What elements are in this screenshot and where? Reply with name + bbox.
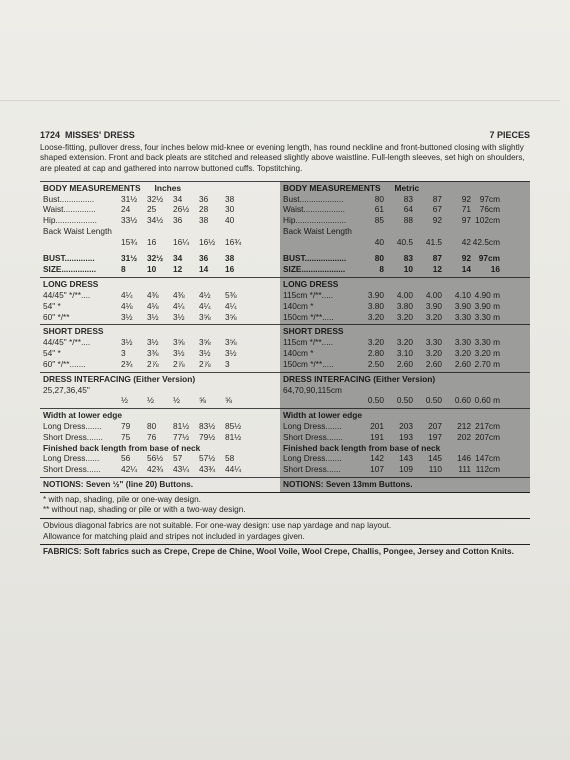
row-label: Bust................... <box>283 193 344 204</box>
finished-measurements-section <box>40 408 280 477</box>
pattern-info-sheet <box>40 130 530 560</box>
measure-row <box>43 464 277 475</box>
row-value: 42.5cm <box>472 236 500 247</box>
row-value: 42¾ <box>147 464 164 475</box>
row-label: Hip.................. <box>43 215 97 226</box>
row-value: 197 <box>428 431 442 442</box>
measure-row <box>283 290 527 301</box>
row-value: 2.70 m <box>474 358 500 369</box>
row-value: 16 <box>147 236 157 247</box>
row-value: 3½ <box>121 311 133 322</box>
row-value: 15¾ <box>121 236 138 247</box>
row-value: 92 <box>461 253 471 264</box>
row-value: 41.5 <box>425 236 442 247</box>
row-value: ½ <box>121 395 128 406</box>
row-label: 140cm * <box>283 348 314 359</box>
measure-row <box>283 194 527 205</box>
row-label: 150cm */**..... <box>283 311 334 322</box>
row-value: 85½ <box>225 420 242 431</box>
row-value: 110 <box>428 464 442 475</box>
row-value: 56½ <box>147 453 164 464</box>
pattern-description: Loose-fitting, pullover dress, four inches below mid-knee or evening length, has round neckline and front-buttoned closing with slightly shaped extension. Front and back pleats are stitched and released slightly above waistline. Full-length sleeves, set high on shoulders, are pleated at cap and gathered into narrow buttoned cuffs. Topstitching. <box>40 142 525 173</box>
row-value: 28 <box>199 204 209 215</box>
note-plaid: Allowance for matching plaid and stripes not included in yardages given. <box>43 531 305 541</box>
row-value: 2¾ <box>121 358 133 369</box>
row-value: 42 <box>461 236 471 247</box>
row-value: 97cm <box>478 253 500 264</box>
row-value: 109 <box>399 464 413 475</box>
row-value: ⅝ <box>225 395 232 406</box>
row-value: 34½ <box>147 215 164 226</box>
row-value: 3.20 m <box>474 348 500 359</box>
section-title: Width at lower edge <box>43 410 123 421</box>
measure-row <box>43 359 277 370</box>
row-value: 3½ <box>147 311 159 322</box>
row-value: 3⅝ <box>173 337 185 348</box>
interfacing-section <box>280 372 530 408</box>
row-value: 0.50 <box>367 395 384 406</box>
row-value: 3 <box>121 348 126 359</box>
measure-row <box>43 348 277 359</box>
section-title: LONG DRESS <box>43 279 99 290</box>
note-diagonal: Obvious diagonal fabrics are not suitable. For one-way design: use nap yardage and nap layout. <box>43 521 392 531</box>
measure-row <box>43 312 277 323</box>
row-value: 33½ <box>121 215 138 226</box>
row-value: 145 <box>428 453 442 464</box>
row-label: Long Dress....... <box>43 420 102 431</box>
row-value: 79 <box>121 420 131 431</box>
row-label: Short Dress....... <box>43 431 103 442</box>
row-value: 4.00 <box>396 289 413 300</box>
row-label: 140cm * <box>283 300 314 311</box>
interfacing-widths: 64,70,90,115cm <box>283 384 342 395</box>
row-label: 44/45" */**.... <box>43 289 91 300</box>
row-value: 212 <box>457 420 471 431</box>
footnote-no-nap: ** without nap, shading or pile or with a two-way design. <box>43 505 246 515</box>
metric-column <box>280 181 530 492</box>
row-value: 147cm <box>475 453 500 464</box>
row-value: 40 <box>374 236 384 247</box>
row-value: 40.5 <box>396 236 413 247</box>
section-title: LONG DRESS <box>283 279 339 290</box>
row-label: Waist.................. <box>283 204 345 215</box>
row-value: 81½ <box>225 431 242 442</box>
pattern-title: MISSES' DRESS <box>65 130 135 140</box>
row-value: 3.90 <box>367 289 384 300</box>
section-title <box>43 183 277 194</box>
long-dress-section <box>40 277 280 324</box>
row-value: 80 <box>374 253 384 264</box>
row-value: 2⅞ <box>147 358 159 369</box>
row-value: 64 <box>403 204 413 215</box>
long-dress-section <box>280 277 530 324</box>
interfacing-section <box>40 372 280 408</box>
row-value: 3½ <box>199 348 211 359</box>
row-value: 0.60 m <box>474 395 500 406</box>
row-value: 85 <box>374 215 384 226</box>
measure-row <box>283 237 527 248</box>
row-value: 77½ <box>173 431 190 442</box>
measure-row <box>283 264 527 275</box>
row-value: 203 <box>399 420 413 431</box>
measure-row <box>43 337 277 348</box>
pattern-header <box>40 130 530 142</box>
measure-row <box>43 395 277 406</box>
row-value: 3½ <box>225 348 237 359</box>
row-value: 67 <box>432 204 442 215</box>
row-value: 26½ <box>173 204 190 215</box>
row-value: 81½ <box>173 420 190 431</box>
row-value: 3½ <box>173 348 185 359</box>
row-label: Long Dress....... <box>283 453 342 464</box>
row-value: 56 <box>121 453 131 464</box>
paper-fold-line <box>0 100 560 101</box>
row-label: SIZE............... <box>43 264 97 275</box>
row-value: 80 <box>147 420 157 431</box>
row-value: 2.60 <box>425 358 442 369</box>
row-value: 92 <box>461 193 471 204</box>
measure-row <box>283 464 527 475</box>
row-value: 102cm <box>475 215 500 226</box>
finished-measurements-section <box>280 408 530 477</box>
measure-row <box>43 432 277 443</box>
row-value: 2.60 <box>396 358 413 369</box>
row-value: 36 <box>173 215 183 226</box>
row-value: 3.30 <box>454 311 471 322</box>
row-value: 3½ <box>147 337 159 348</box>
row-value: 4¼ <box>225 300 237 311</box>
section-title: Finished back length from base of neck <box>283 442 441 453</box>
unit-label: Metric <box>394 182 420 193</box>
row-value: 3.20 <box>396 337 413 348</box>
row-label: Short Dress...... <box>43 464 101 475</box>
row-value: 3⅝ <box>225 337 237 348</box>
row-value: 4¼ <box>173 300 185 311</box>
row-value: 31½ <box>121 193 138 204</box>
section-title <box>283 183 527 194</box>
row-value: 0.60 <box>454 395 471 406</box>
imperial-column <box>40 181 280 492</box>
notions-section <box>280 477 530 492</box>
row-value: 80 <box>374 193 384 204</box>
row-value: 32½ <box>147 253 164 264</box>
row-value: 79½ <box>199 431 216 442</box>
row-value: 58 <box>225 453 235 464</box>
row-value: 14 <box>199 264 209 275</box>
pieces-count: 7 PIECES <box>489 130 530 140</box>
row-value: 76cm <box>479 204 500 215</box>
row-value: 75 <box>121 431 131 442</box>
row-label <box>43 237 121 248</box>
row-label: Long Dress....... <box>283 420 342 431</box>
unit-label: Inches <box>154 182 182 193</box>
row-label: Hip...................... <box>283 215 347 226</box>
row-value: 3.10 <box>396 348 413 359</box>
measure-row <box>283 253 527 264</box>
row-label: 44/45" */**.... <box>43 337 91 348</box>
row-value: 4.90 m <box>474 289 500 300</box>
row-label: BUST............. <box>43 253 95 264</box>
row-value: 5⅜ <box>225 289 237 300</box>
row-value: 16¼ <box>173 236 190 247</box>
row-value: 88 <box>403 215 413 226</box>
row-value: 16¾ <box>225 236 242 247</box>
row-label: 115cm */**..... <box>283 289 334 300</box>
row-label: 150cm */**..... <box>283 358 334 369</box>
row-label: 54" * <box>43 300 61 311</box>
measure-row <box>43 453 277 464</box>
section-title: SHORT DRESS <box>283 326 344 337</box>
row-value: 3⅝ <box>225 311 237 322</box>
notions-text: NOTIONS: Seven ½" (line 20) Buttons. <box>43 479 194 490</box>
row-value: 3.30 m <box>474 311 500 322</box>
row-value: 97 <box>461 215 471 226</box>
row-label: Short Dress....... <box>283 431 343 442</box>
measure-row <box>43 290 277 301</box>
row-value: 0.50 <box>396 395 413 406</box>
row-label: 115cm */**..... <box>283 337 334 348</box>
measure-row <box>283 301 527 312</box>
row-value: 61 <box>374 204 384 215</box>
measure-row <box>283 453 527 464</box>
row-label: SIZE................... <box>283 264 346 275</box>
row-value: 87 <box>432 193 442 204</box>
row-value: 38 <box>199 215 209 226</box>
row-value: 34 <box>173 253 183 264</box>
measurement-grid <box>40 181 530 492</box>
measure-row <box>43 237 277 248</box>
row-value: 44¼ <box>225 464 242 475</box>
interfacing-widths: 25,27,36,45" <box>43 384 90 395</box>
measure-row <box>283 348 527 359</box>
row-value: ⅝ <box>199 395 206 406</box>
measure-row <box>43 264 277 275</box>
row-value: 3.20 <box>425 311 442 322</box>
section-title: SHORT DRESS <box>43 326 104 337</box>
row-value: 107 <box>370 464 384 475</box>
row-value: 57½ <box>199 453 216 464</box>
row-value: 87 <box>432 253 442 264</box>
row-value: 8 <box>379 264 384 275</box>
section-title: Width at lower edge <box>283 410 363 421</box>
row-value: 3.20 <box>396 311 413 322</box>
row-value: 10 <box>147 264 157 275</box>
footnotes <box>40 492 530 518</box>
measure-row <box>43 421 277 432</box>
footnote-nap: * with nap, shading, pile or one-way design. <box>43 494 201 504</box>
measure-row <box>43 215 277 226</box>
row-value: ½ <box>147 395 154 406</box>
row-value: 4.10 <box>454 289 471 300</box>
measure-row <box>283 215 527 226</box>
row-value: 201 <box>370 420 384 431</box>
row-label <box>283 395 355 406</box>
measure-row <box>283 395 527 406</box>
measure-row <box>283 204 527 215</box>
row-value: 4¼ <box>199 300 211 311</box>
short-dress-section <box>40 324 280 371</box>
row-value: 8 <box>121 264 126 275</box>
row-label <box>43 395 121 406</box>
row-value: 32½ <box>147 193 164 204</box>
row-value: 146 <box>457 453 471 464</box>
row-value: 4⅜ <box>173 289 185 300</box>
row-value: 142 <box>370 453 384 464</box>
row-value: 12 <box>432 264 442 275</box>
row-value: 38 <box>225 253 235 264</box>
row-value: 43¾ <box>199 464 216 475</box>
row-value: 3.20 <box>425 348 442 359</box>
row-value: 0.50 <box>425 395 442 406</box>
row-value: 3½ <box>173 311 185 322</box>
row-value: 83½ <box>199 420 216 431</box>
row-value: 57 <box>173 453 183 464</box>
measure-row <box>283 337 527 348</box>
row-value: 92 <box>432 215 442 226</box>
row-value: 2.80 <box>367 348 384 359</box>
row-value: 3⅝ <box>199 311 211 322</box>
section-title: Finished back length from base of neck <box>43 442 201 453</box>
row-label: Long Dress...... <box>43 453 100 464</box>
row-value: 3.90 m <box>474 300 500 311</box>
row-value: 217cm <box>475 420 500 431</box>
row-value: 14 <box>461 264 471 275</box>
row-value: 4.00 <box>425 289 442 300</box>
row-value: 2⅞ <box>173 358 185 369</box>
row-value: 3.20 <box>367 311 384 322</box>
measure-row <box>43 301 277 312</box>
row-value: 4⅛ <box>147 300 159 311</box>
row-value: 3.90 <box>454 300 471 311</box>
row-value: 83 <box>403 253 413 264</box>
row-value: 3.90 <box>425 300 442 311</box>
row-value: 4⅛ <box>121 300 133 311</box>
row-value: 24 <box>121 204 131 215</box>
row-value: 12 <box>173 264 183 275</box>
row-value: 31½ <box>121 253 138 264</box>
measure-row <box>283 421 527 432</box>
row-value: 36 <box>199 193 209 204</box>
row-value: 97cm <box>479 193 500 204</box>
row-value: 3.30 <box>425 337 442 348</box>
row-value: 2.60 <box>454 358 471 369</box>
row-value: 42¼ <box>121 464 138 475</box>
row-value: 3.80 <box>396 300 413 311</box>
row-value: 4⅜ <box>147 289 159 300</box>
row-label: Waist.............. <box>43 204 96 215</box>
row-label: 60" */** <box>43 311 70 322</box>
pattern-number: 1724 <box>40 130 61 140</box>
row-value: 16 <box>490 264 500 275</box>
short-dress-section <box>280 324 530 371</box>
row-label: Short Dress...... <box>283 464 341 475</box>
fabrics-text: FABRICS: Soft fabrics such as Crepe, Crepe de Chine, Wool Voile, Wool Crepe, Challis, Pongee, Jersey and Cotton Knits. <box>43 547 514 557</box>
row-value: 3.20 <box>367 337 384 348</box>
row-value: 38 <box>225 193 235 204</box>
row-value: 30 <box>225 204 235 215</box>
row-value: ½ <box>173 395 180 406</box>
row-value: 34 <box>173 193 183 204</box>
row-label: 60" */**....... <box>43 358 86 369</box>
section-title: DRESS INTERFACING (Either Version) <box>43 373 196 384</box>
measure-row <box>43 194 277 205</box>
notions-section <box>40 477 280 492</box>
body-title: BODY MEASUREMENTS <box>43 182 141 193</box>
row-value: 71 <box>461 204 471 215</box>
row-value: 2.50 <box>367 358 384 369</box>
row-value: 2⅞ <box>199 358 211 369</box>
row-value: 191 <box>370 431 384 442</box>
row-label: BUST.................. <box>283 253 347 264</box>
row-label: 54" * <box>43 348 61 359</box>
row-label: Bust............... <box>43 193 95 204</box>
row-value: 16½ <box>199 236 216 247</box>
row-value: 143 <box>399 453 413 464</box>
measure-row <box>283 432 527 443</box>
fabric-notes <box>40 518 530 544</box>
notions-text: NOTIONS: Seven 13mm Buttons. <box>283 479 413 490</box>
measure-row <box>283 359 527 370</box>
measure-row <box>43 253 277 264</box>
row-value: 3⅜ <box>147 348 159 359</box>
row-value: 10 <box>403 264 413 275</box>
row-value: 25 <box>147 204 157 215</box>
row-value: 193 <box>399 431 413 442</box>
measure-row <box>283 312 527 323</box>
row-value: 36 <box>199 253 209 264</box>
row-value: 111 <box>458 464 471 475</box>
fabrics-section <box>40 544 530 560</box>
row-value: 3½ <box>121 337 133 348</box>
row-value: 83 <box>403 193 413 204</box>
body-title: BODY MEASUREMENTS <box>283 182 381 193</box>
row-value: 4¼ <box>121 289 133 300</box>
body-measurements-section <box>280 181 530 277</box>
section-title: DRESS INTERFACING (Either Version) <box>283 373 436 384</box>
row-value: 3.30 <box>454 337 471 348</box>
row-value: 3.20 <box>454 348 471 359</box>
row-value: 3⅝ <box>199 337 211 348</box>
row-value: 3.80 <box>367 300 384 311</box>
row-label <box>283 237 355 248</box>
row-value: 112cm <box>475 464 500 475</box>
back-waist-label: Back Waist Length <box>283 225 352 236</box>
row-value: 76 <box>147 431 157 442</box>
row-value: 207cm <box>475 431 500 442</box>
back-waist-label: Back Waist Length <box>43 225 112 236</box>
row-value: 202 <box>457 431 471 442</box>
row-value: 3.30 m <box>474 337 500 348</box>
row-value: 3 <box>225 358 230 369</box>
row-value: 43¼ <box>173 464 190 475</box>
row-value: 4½ <box>199 289 211 300</box>
row-value: 40 <box>225 215 235 226</box>
measure-row <box>43 204 277 215</box>
row-value: 16 <box>225 264 235 275</box>
row-value: 207 <box>428 420 442 431</box>
body-measurements-section <box>40 181 280 277</box>
